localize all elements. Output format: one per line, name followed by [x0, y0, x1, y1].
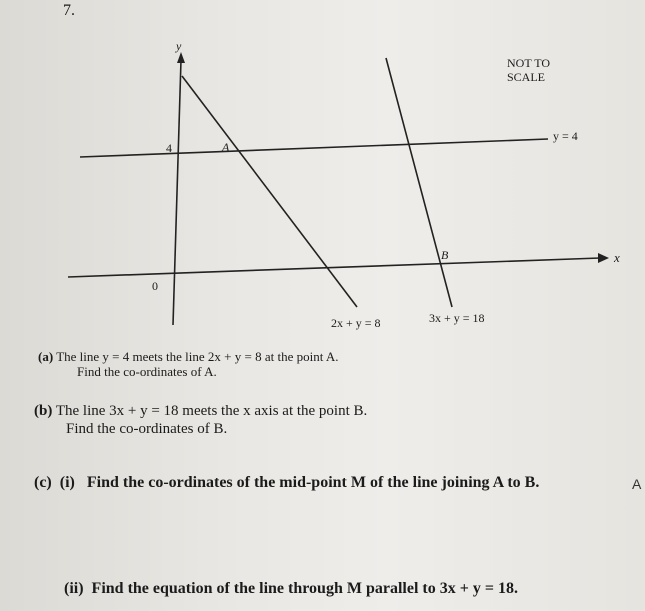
scale-note-line2: SCALE	[507, 70, 546, 84]
point-a-label: A	[222, 140, 230, 154]
part-c-ii-label: (ii)	[64, 580, 84, 597]
horizontal-line-label: y = 4	[553, 129, 578, 143]
point-b-label: B	[441, 248, 449, 262]
part-a-line1: The line y = 4 meets the line 2x + y = 8 at the point A.	[56, 349, 339, 364]
part-c-sub-label: (i)	[59, 474, 75, 491]
part-c-label: (c)	[34, 474, 52, 491]
x-axis-arrowhead	[598, 253, 609, 263]
y-axis-arrowhead	[177, 52, 185, 63]
question-number: 7.	[63, 2, 75, 19]
y-axis-label: y	[176, 39, 182, 53]
part-b-line2: Find the co-ordinates of B.	[66, 421, 228, 437]
line-3x-plus-y-18	[386, 58, 452, 307]
y-axis	[173, 60, 181, 325]
part-b-line1: The line 3x + y = 18 meets the x axis at the point B.	[55, 403, 368, 419]
x-axis	[68, 258, 600, 277]
part-b	[34, 402, 367, 438]
part-a-label: (a)	[38, 349, 54, 364]
part-a	[38, 349, 339, 379]
part-b-label: (b)	[34, 403, 53, 419]
line-y-equals-4	[80, 139, 548, 157]
x-axis-label: x	[614, 250, 620, 265]
cut-off-edge-text: A	[632, 476, 642, 492]
part-c-i-text: Find the co-ordinates of the mid-point M of the line joining A to B.	[86, 474, 540, 491]
line2-label: 3x + y = 18	[429, 311, 485, 325]
part-c-i	[34, 474, 539, 492]
part-a-line2: Find the co-ordinates of A.	[77, 364, 217, 379]
part-c-ii-text: Find the equation of the line through M parallel to 3x + y = 18.	[91, 580, 518, 597]
line1-label: 2x + y = 8	[331, 316, 381, 330]
origin-label: 0	[152, 279, 158, 293]
part-c-ii	[64, 580, 518, 598]
scale-note-line1: NOT TO	[507, 56, 551, 70]
y-intercept-label: 4	[166, 141, 172, 155]
